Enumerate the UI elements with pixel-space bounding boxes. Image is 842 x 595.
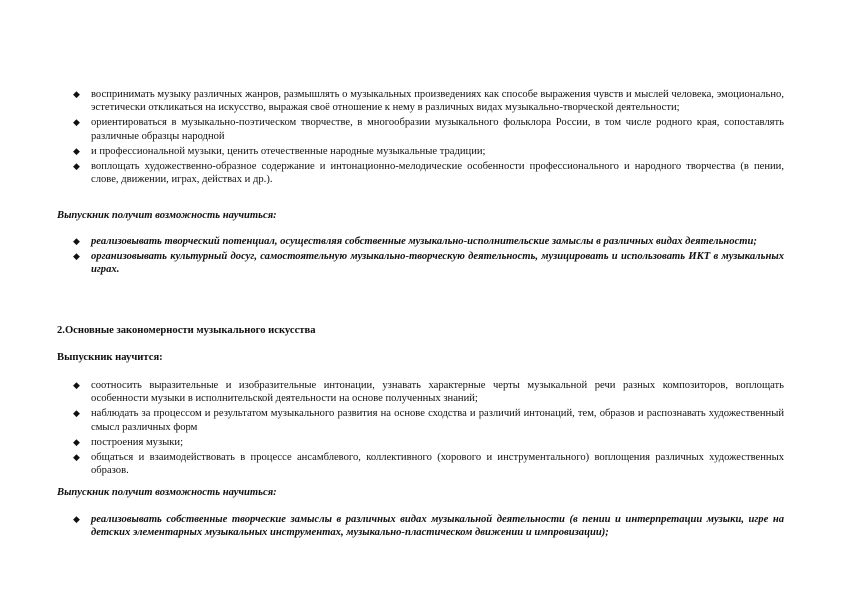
list-item-text: наблюдать за процессом и результатом музыкального развития на основе сходства и различий интонаций, тем, образов и распознавать художественный смысл различных форм [91, 408, 784, 433]
list-item-text: воспринимать музыку различных жанров, размышлять о музыкальных произведениях как способе выражения чувств и мыслей человека, эмоционально, эстетически откликаться на искусство, выражая своё отношение к нему в различных видах музыкально-творческой деятельности; [91, 89, 784, 114]
bullet-icon: ◆ [73, 89, 80, 99]
list-item [0, 116, 842, 143]
section1-extra-list [0, 235, 842, 278]
bullet-icon: ◆ [73, 451, 80, 462]
bullet-icon: ◆ [73, 145, 80, 156]
list-item-text: воплощать художественно-образное содержание и интонационно-мелодические особенности профессионального и народного творчества (в пении, слове, движении, играх, действах и др.). [91, 160, 784, 186]
bullet-icon: ◆ [73, 408, 80, 419]
bullet-icon: ◆ [73, 236, 80, 246]
list-item [0, 379, 842, 406]
list-item-text: построения музыки; [91, 436, 184, 448]
section2-extra-heading: Выпускник получит возможность научиться: [57, 487, 277, 498]
list-item [0, 513, 842, 540]
list-item-text: соотносить выразительные и изобразительные интонации, узнавать характерные черты музыкальной речи разных композиторов, воплощать особенности музыки в исполнительской деятельности на основе полученных знаний; [91, 380, 784, 405]
list-item [0, 407, 842, 434]
section1-skill-list [0, 88, 842, 188]
section2-extra-list [0, 513, 842, 541]
bullet-icon: ◆ [73, 117, 80, 128]
section2-title: 2.Основные закономерности музыкального искусства [57, 325, 316, 336]
list-item [0, 160, 842, 187]
list-item-text: реализовывать собственные творческие замыслы в различных видах музыкальной деятельности (в пении и интерпретации музыки, игре на детских элементарных музыкальных инструментах, музыкально-пластическом движении и импровизации); [91, 514, 784, 539]
list-item-text: ориентироваться в музыкально-поэтическом творчестве, в многообразии музыкального фольклора России, в том числе родного края, сопоставлять различные образцы народной [91, 117, 784, 142]
list-item [0, 145, 842, 158]
list-item-text: реализовывать творческий потенциал, осуществляя собственные музыкально-исполнительские замыслы в различных видах деятельности; [91, 236, 757, 247]
list-item [0, 235, 842, 248]
bullet-icon: ◆ [73, 160, 80, 171]
section1-extra-heading: Выпускник получит возможность научиться: [57, 210, 277, 221]
bullet-icon: ◆ [73, 436, 80, 447]
list-item [0, 436, 842, 449]
bullet-icon: ◆ [73, 514, 80, 524]
section2-learn-heading: Выпускник научится: [57, 352, 163, 363]
bullet-icon: ◆ [73, 251, 80, 262]
list-item [0, 451, 842, 478]
list-item-text: организовывать культурный досуг, самостоятельную музыкально-творческую деятельность, музицировать и использовать ИКТ в музыкальных играх. [91, 251, 784, 276]
list-item-text: и профессиональной музыки, ценить отечественные народные музыкальные традиции; [91, 145, 486, 157]
list-item [0, 250, 842, 277]
bullet-icon: ◆ [73, 380, 80, 390]
list-item-text: общаться и взаимодействовать в процессе ансамблевого, коллективного (хорового и инструментального) воплощения различных художественных образов. [91, 451, 784, 477]
list-item [0, 88, 842, 115]
section2-skill-list [0, 379, 842, 479]
